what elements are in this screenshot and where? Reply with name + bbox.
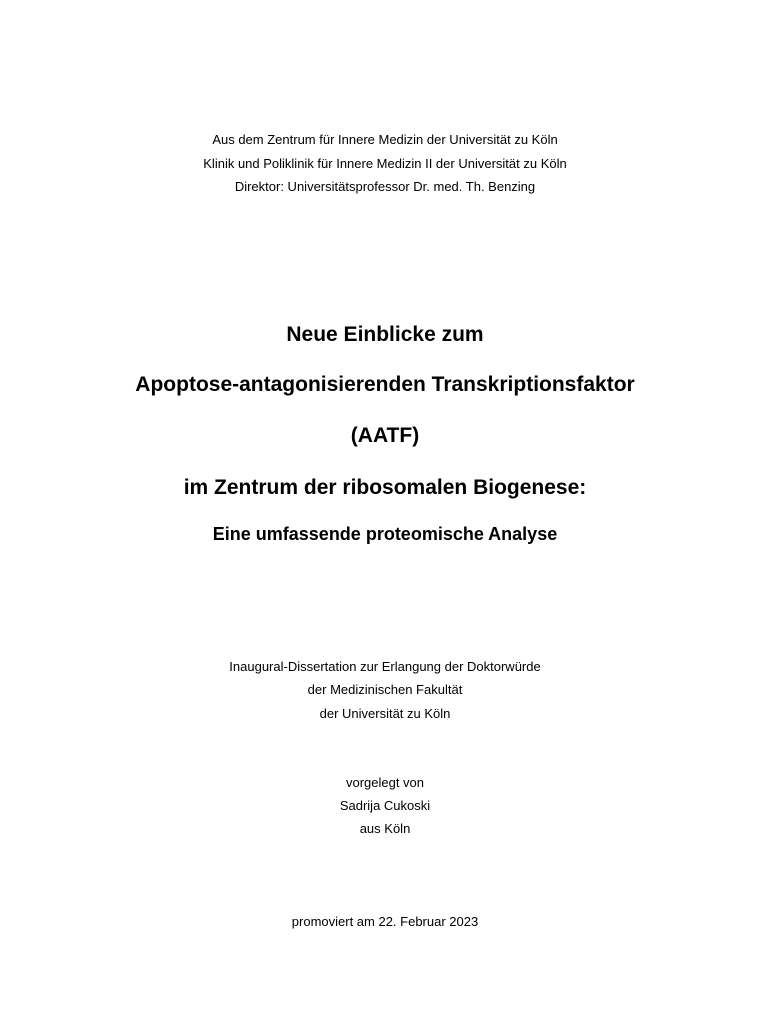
- title-line-4: im Zentrum der ribosomalen Biogenese:: [183, 476, 587, 499]
- presented-by-label: vorgelegt von: [345, 775, 425, 790]
- title-line-1: Neue Einblicke zum: [286, 323, 484, 346]
- dissertation-line-2: der Medizinischen Fakultät: [307, 682, 463, 697]
- title-line-3: (AATF): [350, 424, 420, 447]
- dissertation-line-3: der Universität zu Köln: [319, 706, 451, 721]
- institution-line-clinic: Klinik und Poliklinik für Innere Medizin II der Universität zu Köln: [203, 156, 567, 171]
- title-line-2: Apoptose-antagonisierenden Transkriptionsfaktor: [135, 373, 635, 396]
- author-origin: aus Köln: [359, 821, 411, 836]
- promotion-date: promoviert am 22. Februar 2023: [291, 914, 479, 929]
- institution-line-director: Direktor: Universitätsprofessor Dr. med. Th. Benzing: [234, 179, 536, 194]
- dissertation-line-1: Inaugural-Dissertation zur Erlangung der Doktorwürde: [229, 659, 541, 674]
- author-name: Sadrija Cukoski: [339, 798, 431, 813]
- institution-line-center: Aus dem Zentrum für Innere Medizin der Universität zu Köln: [212, 132, 558, 147]
- subtitle: Eine umfassende proteomische Analyse: [212, 524, 558, 544]
